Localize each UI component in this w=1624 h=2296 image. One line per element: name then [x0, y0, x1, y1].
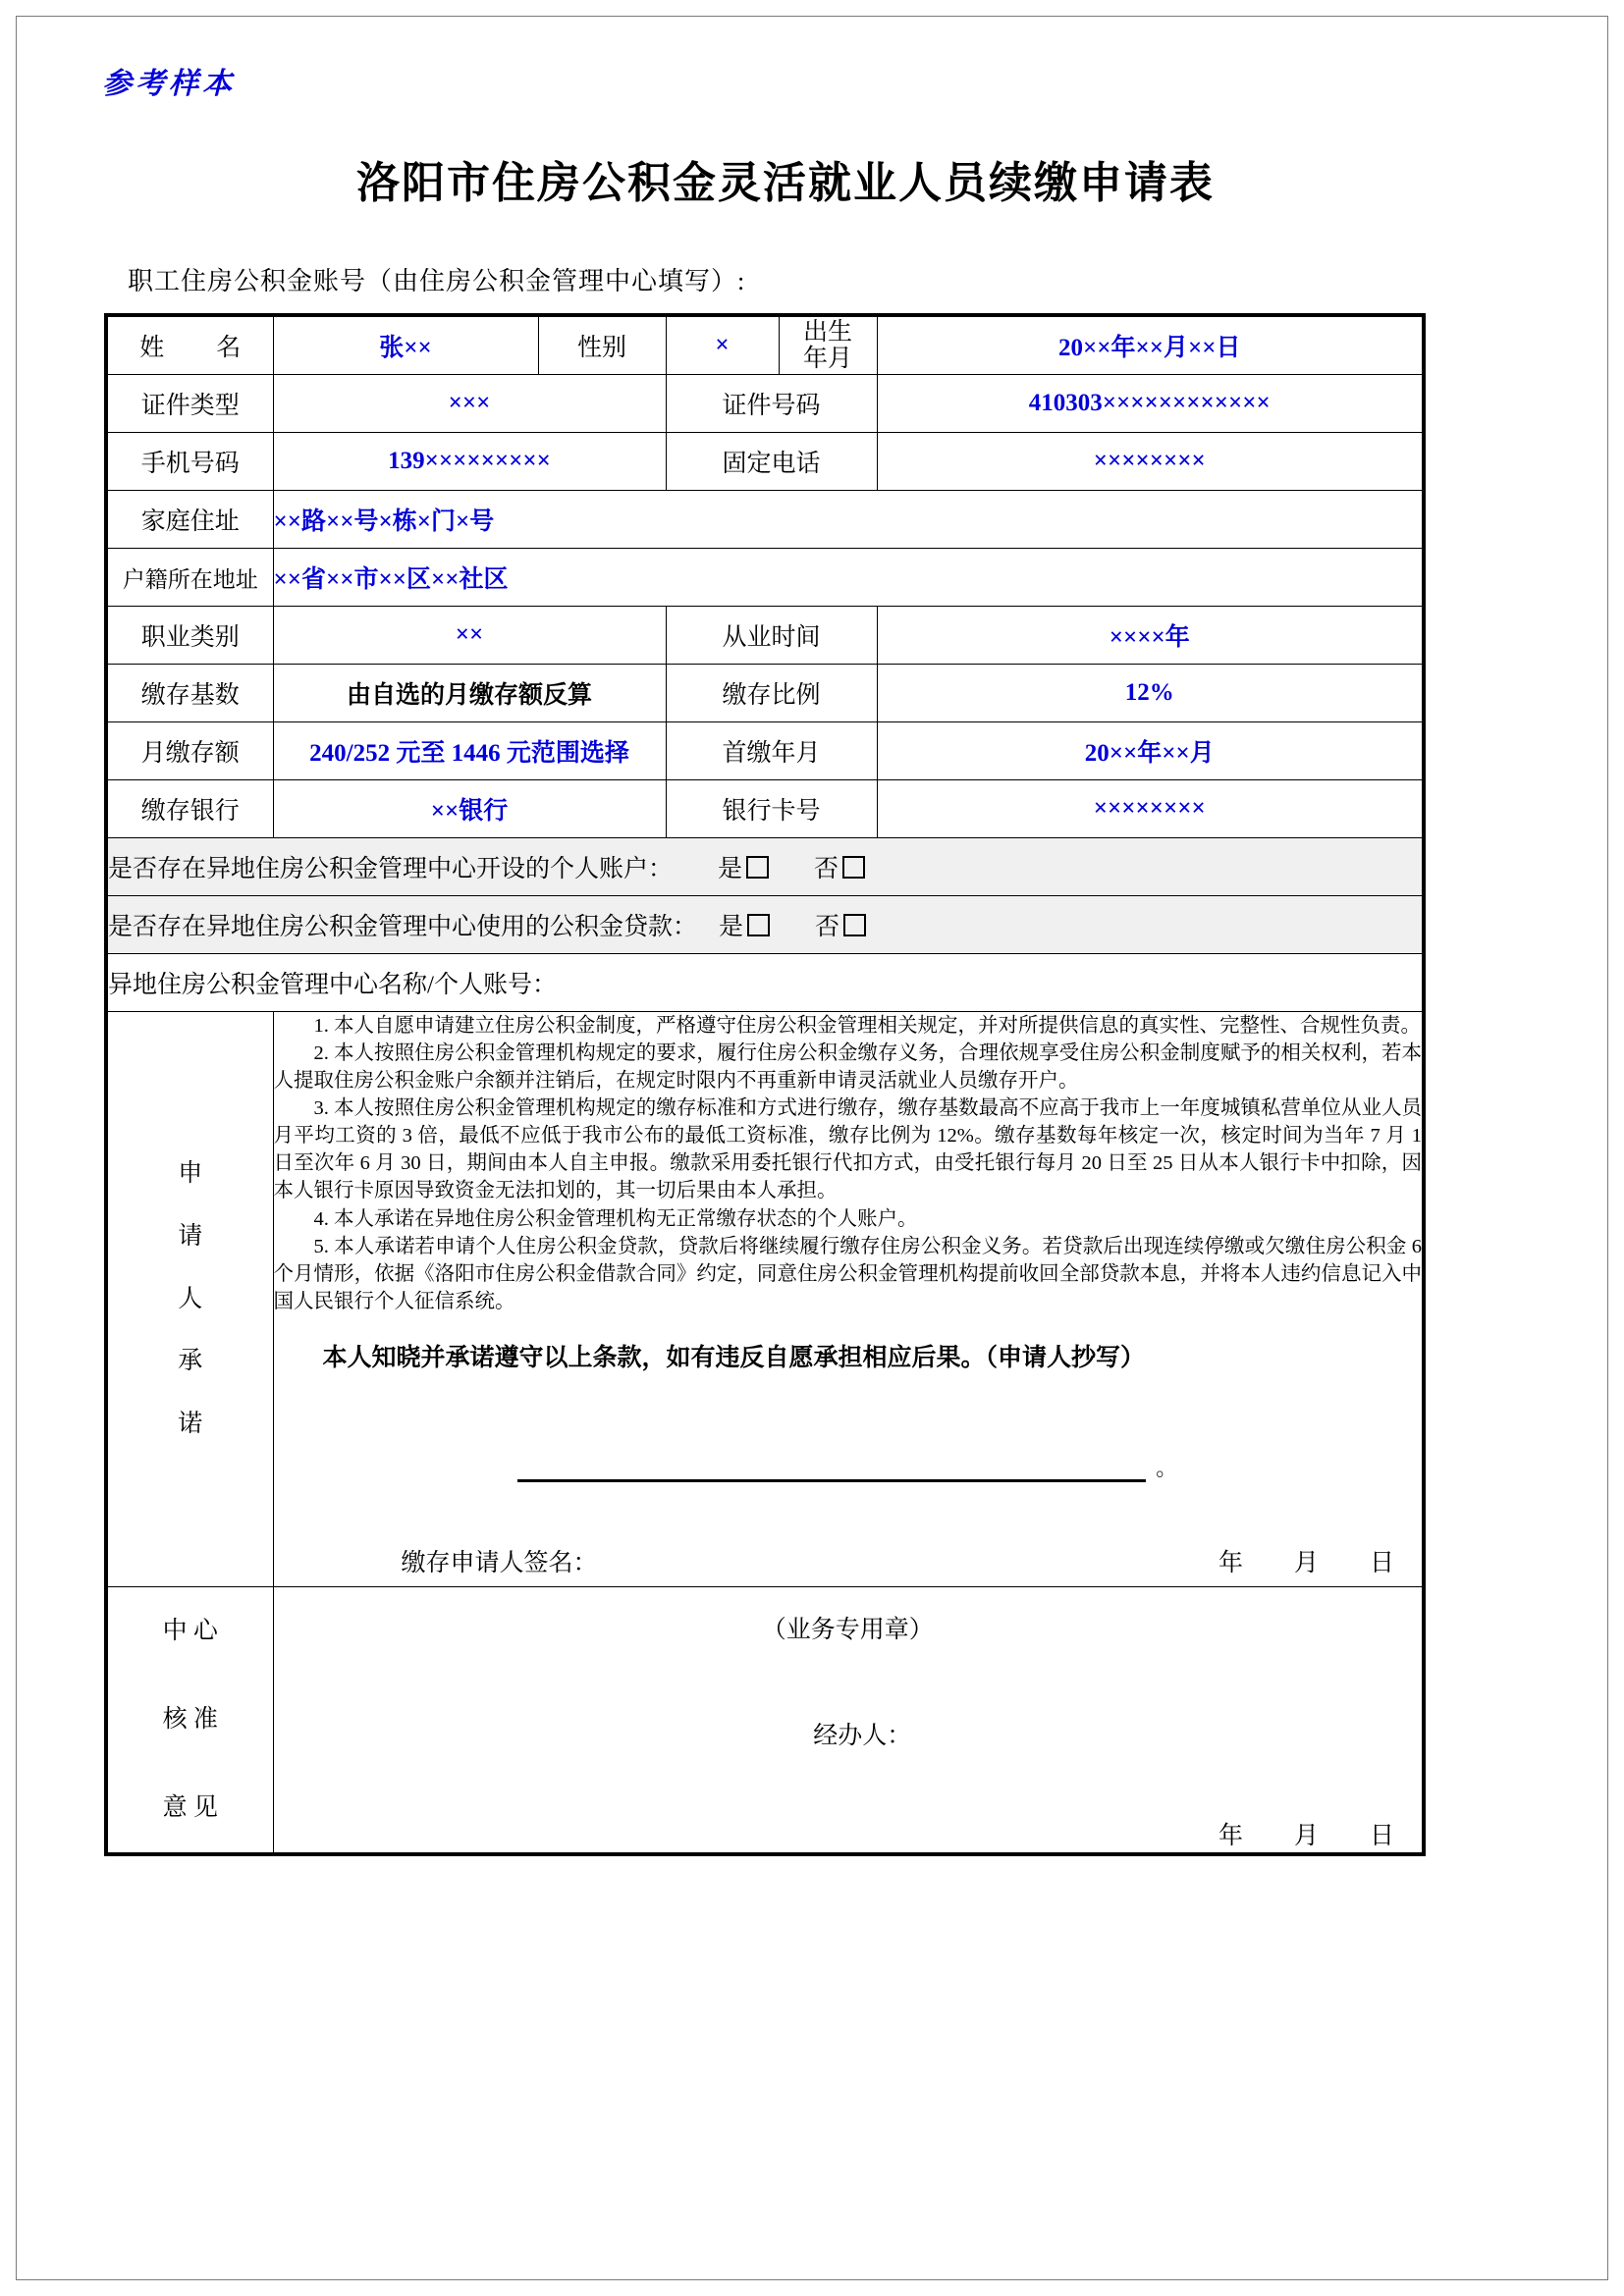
label-hukou-address: 户籍所在地址 [106, 549, 273, 607]
table-row-hukou-address [106, 549, 1424, 607]
label-monthly-amount: 月缴存额 [106, 722, 273, 780]
account-number-line: 职工住房公积金账号（由住房公积金管理中心填写）: [128, 267, 746, 295]
table-row-bank [106, 780, 1424, 838]
label-id-type: 证件类型 [106, 375, 273, 433]
commitment-item-2: 2. 本人按照住房公积金管理机构规定的要求，履行住房公积金缴存义务，合理依规享受住房公积金制度赋予的相关权利，若本人提取住房公积金账户余额并注销后，在规定时限内不再重新申请灵活就业人员缴存开户。 [273, 1042, 1422, 1093]
approval-date-year: 年 [1218, 1822, 1243, 1849]
applicant-signature-row [274, 1543, 1423, 1578]
value-name[interactable]: 张×× [273, 315, 538, 375]
official-seal-placeholder: （业务专用章） [761, 1616, 934, 1643]
remote-account-question [106, 838, 1424, 896]
label-mobile: 手机号码 [106, 433, 273, 491]
value-deposit-bank[interactable]: ××银行 [273, 780, 666, 838]
table-row-deposit-base [106, 665, 1424, 722]
label-occupation-category: 职业类别 [106, 607, 273, 665]
commitment-item-5: 5. 本人承诺若申请个人住房公积金贷款，贷款后将继续履行缴存住房公积金义务。若贷款后出现连续停缴或欠缴住房公积金 6 个月情形，依据《洛阳市住房公积金借款合同》约定，同意住房公积金管理机构提前收回全部贷款本息，并将本人违约信息记入中国人民银行个人征信系统。 [273, 1235, 1422, 1312]
commitment-sidebar-label [106, 1012, 273, 1587]
handwriting-line-wrap [274, 1452, 1423, 1482]
label-gender: 性别 [538, 315, 666, 375]
value-id-number[interactable]: 410303×××××××××××× [877, 375, 1424, 433]
applicant-signature-label: 缴存申请人签名： [401, 1549, 598, 1576]
table-row-home-address [106, 491, 1424, 549]
table-row-remote-account-question [106, 838, 1424, 896]
table-row-remote-loan-question [106, 896, 1424, 954]
signature-date-day: 日 [1369, 1549, 1394, 1576]
page-title: 洛阳市住房公积金灵活就业人员续缴申请表 [356, 159, 1215, 207]
remote-loan-question-text: 是否存在异地住房公积金管理中心使用的公积金贷款： [108, 914, 698, 940]
table-row-commitment [106, 1012, 1424, 1587]
label-birth-line2: 年月 [802, 346, 852, 372]
value-gender[interactable]: × [666, 315, 779, 375]
value-bank-card-number[interactable]: ×××××××× [877, 780, 1424, 838]
commitment-sidebar-char-0: 申 [178, 1160, 203, 1188]
value-mobile[interactable]: 139××××××××× [273, 433, 666, 491]
label-deposit-bank: 缴存银行 [106, 780, 273, 838]
commitment-sidebar-char-1: 请 [178, 1222, 203, 1250]
table-row-name [106, 315, 1424, 375]
remote-loan-question [106, 896, 1424, 954]
remote-loan-yes-label: 是 [719, 914, 744, 940]
center-approval-sidebar-line-1: 核 准 [162, 1705, 218, 1733]
operator-label[interactable]: 经办人： [813, 1722, 912, 1749]
table-row-occupation [106, 607, 1424, 665]
value-id-type[interactable]: ××× [273, 375, 666, 433]
table-row-center-approval [106, 1586, 1424, 1854]
remote-loan-no-checkbox[interactable] [843, 914, 866, 936]
value-hukou-address[interactable]: ××省××市××区××社区 [273, 549, 1424, 607]
value-birth-date[interactable]: 20××年××月××日 [877, 315, 1424, 375]
signature-date-month: 月 [1293, 1549, 1319, 1576]
value-occupation-category[interactable]: ×× [273, 607, 666, 665]
commitment-item-3: 3. 本人按照住房公积金管理机构规定的缴存标准和方式进行缴存，缴存基数最高不应高于我市上一年度城镇私营单位从业人员月平均工资的 3 倍，最低不应低于我市公布的最低工资标准，缴存比例为 12%。缴存基数每年核定一次，核定时间为当年 7 月 1 日至次年 6 月 30 日，期间由本人自主申报。缴款采用委托银行代扣方式，由受托银行每月 20 日至 25 日从本人银行卡中扣除，因本人银行卡原因导致资金无法扣划的，其一切后果由本人承担。 [273, 1097, 1422, 1202]
handwriting-line[interactable] [517, 1477, 1146, 1482]
value-landline[interactable]: ×××××××× [877, 433, 1424, 491]
center-approval-sidebar-line-2: 意 见 [162, 1793, 218, 1821]
value-monthly-amount[interactable]: 240/252 元至 1446 元范围选择 [273, 722, 666, 780]
remote-account-no-checkbox[interactable] [842, 856, 865, 879]
center-approval-sidebar-label [106, 1586, 273, 1854]
applicant-signature-date[interactable] [1218, 1543, 1422, 1578]
table-row-id [106, 375, 1424, 433]
label-employment-time: 从业时间 [666, 607, 877, 665]
value-home-address[interactable]: ××路××号×栋×门×号 [273, 491, 1424, 549]
table-row-remote-center [106, 954, 1424, 1012]
value-deposit-base[interactable]: 由自选的月缴存额反算 [273, 665, 666, 722]
document-content [98, 59, 1532, 1856]
commitment-pledge-text: 本人知晓并承诺遵守以上条款，如有违反自愿承担相应后果。（申请人抄写） [322, 1344, 1146, 1371]
center-approval-body [273, 1586, 1424, 1854]
remote-loan-no-label: 否 [815, 914, 840, 940]
remote-center-name-field[interactable]: 异地住房公积金管理中心名称/个人账号： [106, 954, 1424, 1012]
signature-date-year: 年 [1218, 1549, 1243, 1576]
handwriting-period-mark: 。 [1156, 1455, 1178, 1480]
table-row-phone [106, 433, 1424, 491]
label-deposit-ratio: 缴存比例 [666, 665, 877, 722]
remote-account-no-label: 否 [814, 856, 839, 882]
application-form-table [104, 313, 1426, 1856]
remote-account-yes-checkbox[interactable] [746, 856, 769, 879]
label-name: 姓 名 [106, 315, 273, 375]
commitment-sidebar-char-3: 承 [178, 1348, 203, 1375]
approval-date-month: 月 [1293, 1822, 1319, 1849]
center-approval-date[interactable] [274, 1816, 1423, 1851]
commitment-sidebar-char-2: 人 [178, 1285, 203, 1312]
label-first-deposit-month: 首缴年月 [666, 722, 877, 780]
value-deposit-ratio[interactable]: 12% [877, 665, 1424, 722]
label-id-number: 证件号码 [666, 375, 877, 433]
value-employment-time[interactable]: ××××年 [877, 607, 1424, 665]
remote-account-yes-label: 是 [718, 856, 743, 882]
label-bank-card-number: 银行卡号 [666, 780, 877, 838]
commitment-body [273, 1012, 1424, 1587]
remote-loan-yes-checkbox[interactable] [747, 914, 770, 936]
label-deposit-base: 缴存基数 [106, 665, 273, 722]
table-row-monthly-amount [106, 722, 1424, 780]
commitment-item-4: 4. 本人承诺在异地住房公积金管理机构无正常缴存状态的个人账户。 [313, 1207, 918, 1230]
approval-date-day: 日 [1369, 1822, 1394, 1849]
remote-account-question-text: 是否存在异地住房公积金管理中心开设的个人账户： [108, 856, 674, 882]
label-birth-date [779, 315, 877, 375]
label-birth-line1: 出生 [802, 319, 852, 346]
value-first-deposit-month[interactable]: 20××年××月 [877, 722, 1424, 780]
label-landline: 固定电话 [666, 433, 877, 491]
commitment-item-1: 1. 本人自愿申请建立住房公积金制度，严格遵守住房公积金管理相关规定，并对所提供信息的真实性、完整性、合规性负责。 [313, 1015, 1421, 1037]
sample-stamp: 参考样本 [102, 68, 236, 100]
label-home-address: 家庭住址 [106, 491, 273, 549]
center-approval-sidebar-line-0: 中 心 [162, 1617, 218, 1644]
commitment-sidebar-char-4: 诺 [178, 1411, 203, 1438]
